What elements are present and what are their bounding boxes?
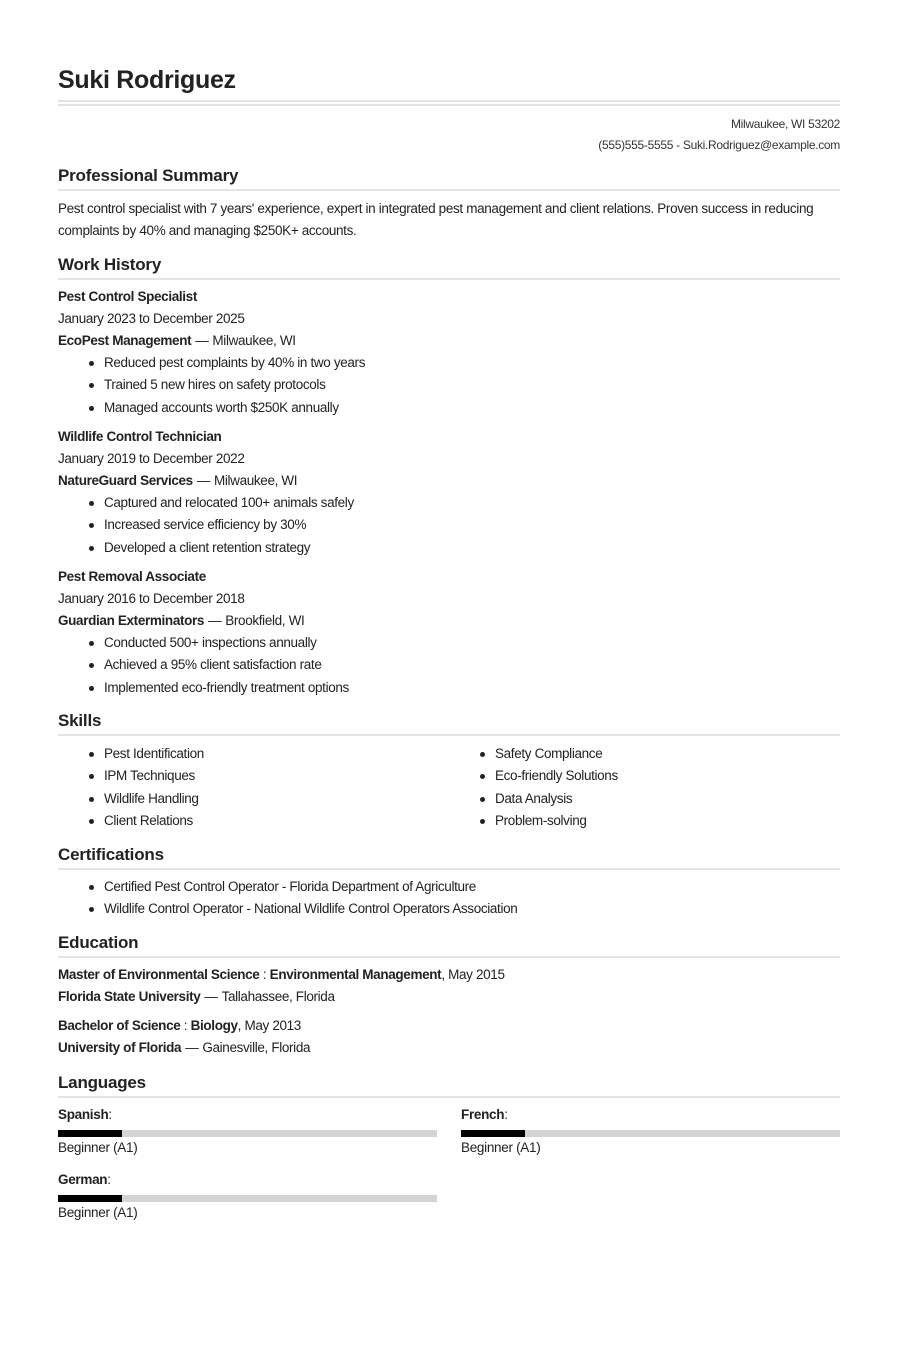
section-title-skills: Skills <box>58 711 840 736</box>
company-name: EcoPest Management <box>58 333 192 348</box>
company-location: Milwaukee, WI <box>212 333 296 348</box>
section-title-work-history: Work History <box>58 255 840 280</box>
separator: : <box>259 967 270 982</box>
language-item-spanish <box>58 1104 437 1159</box>
education-school-line <box>58 1037 310 1059</box>
education-school-line <box>58 986 335 1008</box>
field-of-study: Environmental Management <box>269 967 442 982</box>
graduation-date: , May 2013 <box>237 1018 301 1033</box>
language-proficiency-bar <box>58 1130 437 1137</box>
dash: — <box>185 1040 199 1055</box>
certification-item: Certified Pest Control Operator - Florida Department of Agriculture <box>58 876 517 898</box>
proficiency-fill <box>58 1130 122 1137</box>
skill-item: Eco-friendly Solutions <box>449 765 618 787</box>
job-company-line <box>58 610 304 632</box>
skills-left-column <box>58 743 204 832</box>
education-degree-line <box>58 1015 301 1037</box>
section-title-summary: Professional Summary <box>58 166 840 191</box>
skill-item: Data Analysis <box>449 788 618 810</box>
company-name: Guardian Exterminators <box>58 613 205 628</box>
job-title: Pest Removal Associate <box>58 569 206 584</box>
skill-item: Pest Identification <box>58 743 204 765</box>
list-item: Captured and relocated 100+ animals safely <box>58 492 354 514</box>
language-proficiency-bar <box>58 1195 437 1202</box>
language-level: Beginner (A1) <box>58 1140 138 1155</box>
proficiency-fill <box>461 1130 525 1137</box>
job-company-line <box>58 470 297 492</box>
job-bullets <box>58 352 365 419</box>
graduation-date: , May 2015 <box>441 967 505 982</box>
education-degree-line <box>58 964 505 986</box>
school-name: Florida State University <box>58 989 201 1004</box>
section-title-certifications: Certifications <box>58 845 840 870</box>
job-dates: January 2019 to December 2022 <box>58 451 245 466</box>
school-location: Tallahassee, Florida <box>221 989 335 1004</box>
skill-item: Wildlife Handling <box>58 788 204 810</box>
language-name-line: French: <box>461 1107 508 1122</box>
school-location: Gainesville, Florida <box>202 1040 311 1055</box>
company-name: NatureGuard Services <box>58 473 193 488</box>
list-item: Managed accounts worth $250K annually <box>58 397 365 419</box>
list-item: Developed a client retention strategy <box>58 537 354 559</box>
job-title: Wildlife Control Technician <box>58 429 222 444</box>
language-item-german <box>58 1169 437 1224</box>
list-item: Conducted 500+ inspections annually <box>58 632 349 654</box>
list-item: Achieved a 95% client satisfaction rate <box>58 654 349 676</box>
dash: — <box>208 613 222 628</box>
language-name: French <box>461 1107 505 1122</box>
field-of-study: Biology <box>190 1018 238 1033</box>
degree: Bachelor of Science <box>58 1018 181 1033</box>
list-item: Trained 5 new hires on safety protocols <box>58 374 365 396</box>
language-proficiency-bar <box>461 1130 840 1137</box>
name-divider <box>58 104 840 106</box>
section-title-languages: Languages <box>58 1073 840 1098</box>
job-company-line <box>58 330 296 352</box>
skill-item: Problem-solving <box>449 810 618 832</box>
list-item: Reduced pest complaints by 40% in two years <box>58 352 365 374</box>
job-dates: January 2016 to December 2018 <box>58 591 245 606</box>
skill-item: IPM Techniques <box>58 765 204 787</box>
name-divider <box>58 100 840 102</box>
phone: (555)555-5555 <box>598 138 674 152</box>
dash: — <box>195 333 209 348</box>
job-dates: January 2023 to December 2025 <box>58 311 245 326</box>
company-location: Milwaukee, WI <box>213 473 298 488</box>
company-location: Brookfield, WI <box>225 613 305 628</box>
email: Suki.Rodriguez@example.com <box>682 138 840 152</box>
job-title: Pest Control Specialist <box>58 289 197 304</box>
language-item-french <box>461 1104 840 1159</box>
job-bullets <box>58 492 354 559</box>
section-title-education: Education <box>58 933 840 958</box>
job-bullets <box>58 632 349 699</box>
school-name: University of Florida <box>58 1040 182 1055</box>
language-name-line: German: <box>58 1172 111 1187</box>
summary-text: Pest control specialist with 7 years' experience, expert in integrated pest management and client relations. Proven success in reducing complaints by 40% and managing $250K+ accounts. <box>58 201 814 238</box>
language-name-line: Spanish: <box>58 1107 112 1122</box>
contact-info <box>598 114 840 156</box>
address: Milwaukee, WI 53202 <box>730 117 840 131</box>
language-level: Beginner (A1) <box>461 1140 541 1155</box>
language-name: German <box>58 1172 108 1187</box>
list-item: Implemented eco-friendly treatment options <box>58 677 349 699</box>
skills-right-column <box>449 743 618 832</box>
certification-item: Wildlife Control Operator - National Wildlife Control Operators Association <box>58 898 517 920</box>
skill-item: Safety Compliance <box>449 743 618 765</box>
degree: Master of Environmental Science <box>58 967 260 982</box>
dash: — <box>204 989 218 1004</box>
separator: : <box>180 1018 191 1033</box>
list-item: Increased service efficiency by 30% <box>58 514 354 536</box>
dash: — <box>196 473 210 488</box>
separator: - <box>673 138 683 152</box>
language-level: Beginner (A1) <box>58 1205 138 1220</box>
candidate-name: Suki Rodriguez <box>58 66 236 94</box>
skill-item: Client Relations <box>58 810 204 832</box>
language-name: Spanish <box>58 1107 109 1122</box>
proficiency-fill <box>58 1195 122 1202</box>
certifications-list <box>58 876 517 921</box>
phone-email-line <box>598 135 840 156</box>
